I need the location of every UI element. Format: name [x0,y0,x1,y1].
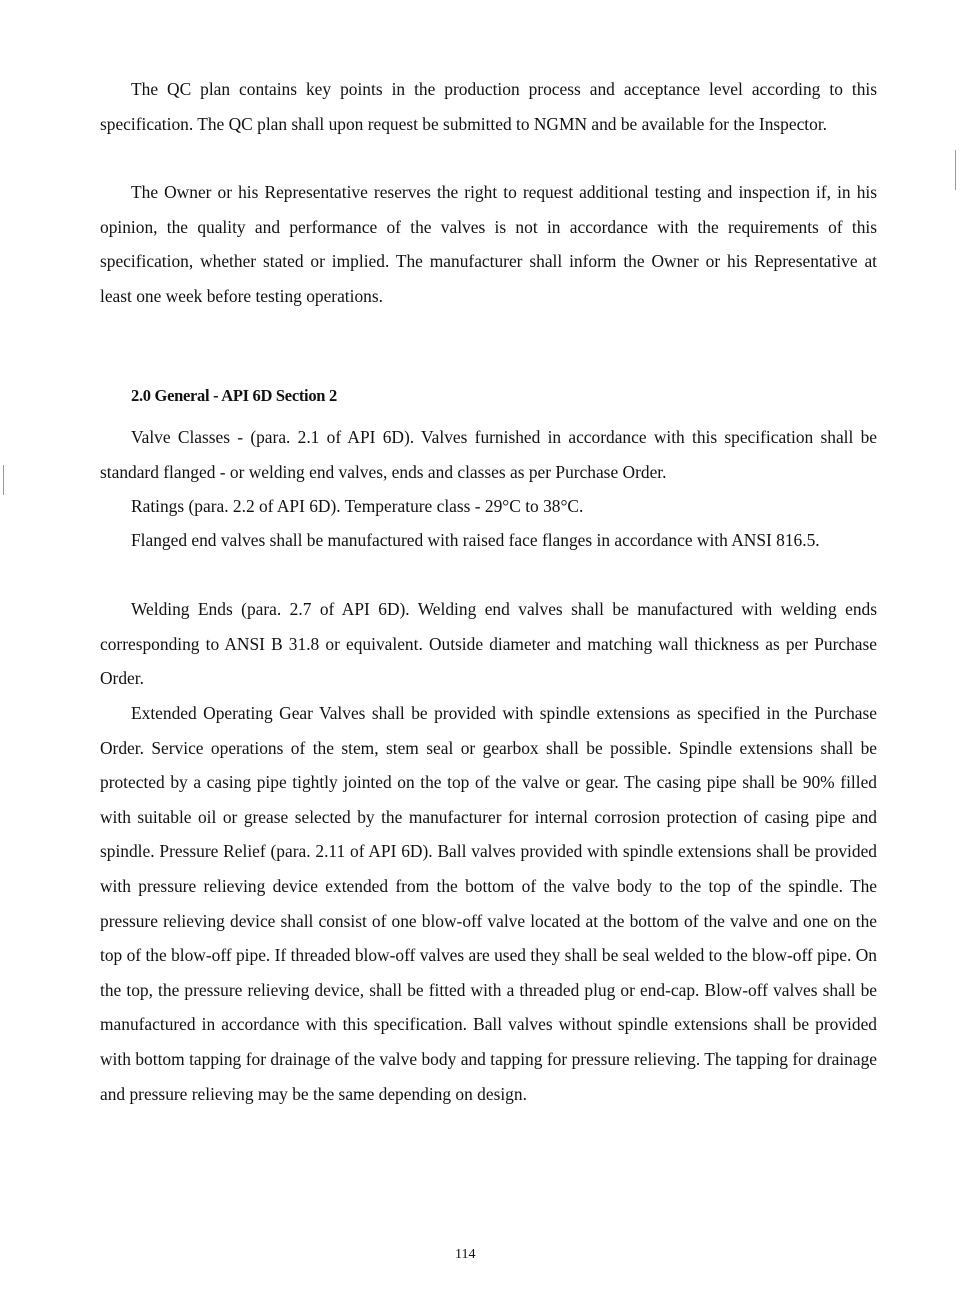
paragraph-owner-rights: The Owner or his Representative reserves the right to request additional testing and inspection if, in his opinion, the quality and performance of the valves is not in accordance with the requirements of this specification, whether stated or implied. The manufacturer shall inform the Owner or his Representative at least one week before testing operations. [100,182,877,306]
section-heading: 2.0 General - API 6D Section 2 [131,386,337,405]
scan-margin-mark [3,465,4,495]
paragraph-flanged-ends: Flanged end valves shall be manufactured with raised face flanges in accordance with ANSI 816.5. [131,530,820,550]
paragraph-extended-operating-gear: Extended Operating Gear Valves shall be provided with spindle extensions as specified in the Purchase Order. Service operations of the stem, stem seal or gearbox shall be possible. Spindle extensions shall be protected by a casing pipe tightly jointed on the top of the valve or gear. The casing pipe shall be 90% filled with suitable oil or grease selected by the manufacturer for internal corrosion protection of casing pipe and spindle. Pressure Relief (para. 2.11 of API 6D). Ball valves provided with spindle extensions shall be provided with pressure relieving device extended from the bottom of the valve body to the top of the spindle. The pressure relieving device shall consist of one blow-off valve located at the bottom of the valve and one on the top of the blow-off pipe. If threaded blow-off valves are used they shall be seal welded to the blow-off pipe. On the top, the pressure relieving device, shall be fitted with a threaded plug or end-cap. Blow-off valves shall be manufactured in accordance with this specification. Ball valves without spindle extensions shall be provided with bottom tapping for drainage of the valve body and tapping for pressure relieving. The tapping for drainage and pressure relieving may be the same depending on design. [100,703,877,1104]
paragraph-ratings: Ratings (para. 2.2 of API 6D). Temperature class - 29°C to 38°C. [131,496,584,516]
paragraph-valve-classes: Valve Classes - (para. 2.1 of API 6D). Valves furnished in accordance with this specification shall be standard flanged - or welding end valves, ends and classes as per Purchase Order. [100,427,877,482]
paragraph-welding-ends: Welding Ends (para. 2.7 of API 6D). Welding end valves shall be manufactured with welding ends corresponding to ANSI B 31.8 or equivalent. Outside diameter and matching wall thickness as per Purchase Order. [100,599,877,689]
scan-margin-mark [955,150,956,190]
page-number: 114 [455,1247,476,1262]
paragraph-qc-plan: The QC plan contains key points in the production process and acceptance level according to this specification. The QC plan shall upon request be submitted to NGMN and be available for the Inspector. [100,79,877,134]
